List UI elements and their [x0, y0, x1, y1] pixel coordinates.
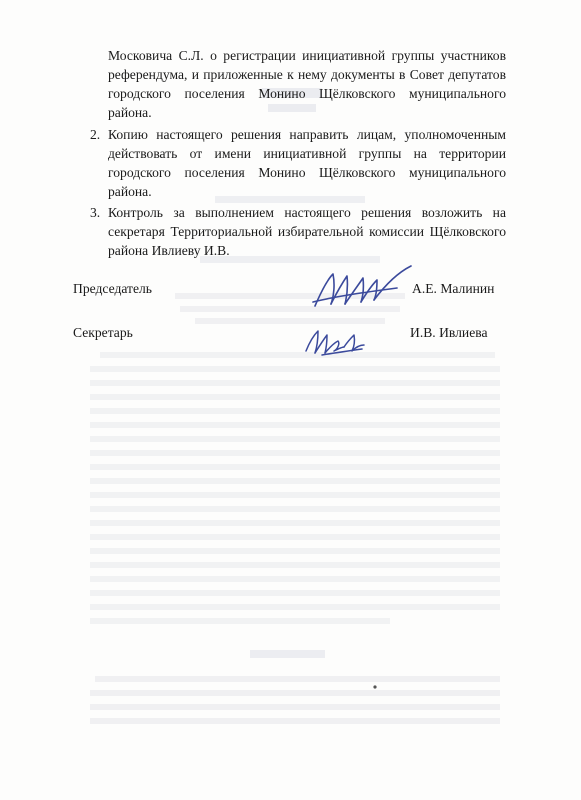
signatory-role: Секретарь [73, 325, 133, 340]
chairman-signature [307, 262, 417, 312]
list-item-text: Копию настоящего решения направить лицам, уполномоченным действовать от имени инициативной группы на территории городского поселения Монино Щёлковского муниципального района. [108, 127, 506, 199]
list-item-1 [108, 46, 506, 122]
signature-row-secretary [73, 323, 503, 345]
list-item-text: Контроль за выполнением настоящего решения возложить на секретаря Территориальной избирательной комиссии Щёлковского района Ивлиеву И.В. [108, 205, 506, 258]
signature-row-chairman [73, 279, 503, 301]
list-item-text: Московича С.Л. о регистрации инициативной группы участников референдума, и приложенные к нему документы в Совет депутатов городского поселения Монино Щёлковского муниципального района. [108, 48, 506, 120]
list-item-3 [90, 203, 506, 260]
secretary-signature [300, 325, 370, 359]
list-item-number: 3. [90, 205, 101, 220]
signatory-name: А.Е. Малинин [412, 281, 495, 296]
list-item-2 [90, 125, 506, 201]
list-item-number: 2. [90, 127, 101, 142]
signatory-role: Председатель [73, 281, 152, 296]
signatory-name: И.В. Ивлиева [410, 325, 488, 340]
